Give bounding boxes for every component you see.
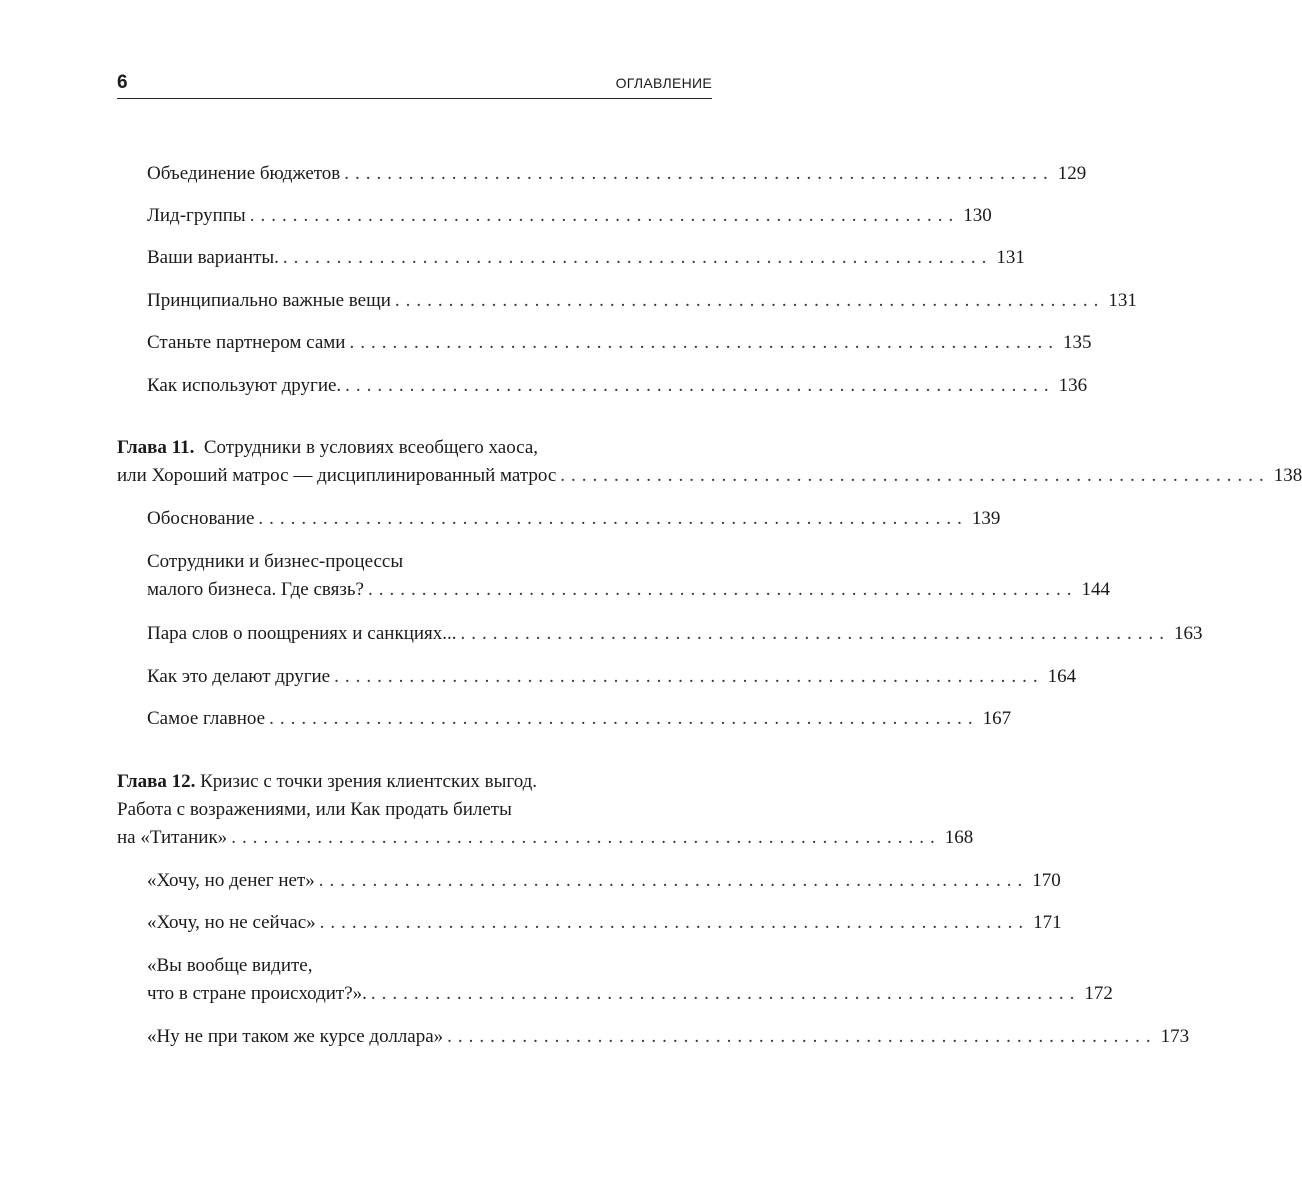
table-of-contents [117, 160, 1302, 1051]
toc-entry [117, 160, 1087, 188]
toc-entry [117, 244, 1025, 272]
toc-entry-title: Пара слов о поощрениях и санкциях... [147, 623, 457, 644]
leader-dots: .................................................................. [334, 666, 1044, 687]
leader-dots: .................................................................. [318, 870, 1029, 891]
toc-entry [117, 620, 1203, 648]
toc-entry-page: 131 [1108, 290, 1137, 311]
toc-entry [117, 287, 1137, 315]
toc-entry-title: Ваши варианты. [147, 247, 279, 268]
toc-entry [117, 372, 1088, 400]
leader-dots: .................................................................. [344, 163, 1054, 184]
toc-entry-page: 170 [1032, 870, 1061, 891]
leader-dots: .................................................................. [447, 1026, 1157, 1047]
toc-entry-title: Самое главное [147, 708, 266, 729]
toc-entry-page: 171 [1033, 912, 1062, 933]
leader-dots: .................................................................. [370, 983, 1081, 1004]
chapter-label: Глава 11. [117, 437, 195, 458]
toc-entry-page: 168 [944, 827, 974, 848]
toc-chapter [117, 434, 1302, 490]
chapter-title-line: или Хороший матрос — дисциплинированный матрос [117, 465, 557, 486]
leader-dots: .................................................................. [349, 332, 1059, 353]
toc-entry [117, 329, 1092, 357]
toc-entry-page: 138 [1273, 465, 1302, 486]
leader-dots: .................................................................. [282, 247, 993, 268]
leader-dots: .................................................................. [345, 375, 1055, 396]
toc-entry-page: 136 [1058, 375, 1088, 396]
toc-entry-title: что в стране происходит?». [147, 983, 367, 1004]
page-number: 6 [117, 72, 128, 93]
chapter-title-line: Сотрудники в условиях всеобщего хаоса, [203, 437, 539, 458]
toc-entry-page: 144 [1081, 579, 1110, 600]
toc-entry-title: «Хочу, но не сейчас» [147, 912, 316, 933]
toc-entry [117, 505, 1001, 533]
toc-entry [117, 663, 1077, 691]
toc-entry [117, 1023, 1190, 1051]
toc-entry [117, 705, 1012, 733]
leader-dots: .................................................................. [231, 827, 941, 848]
toc-entry-page: 129 [1057, 163, 1087, 184]
toc-entry-title: Станьте партнером сами [147, 332, 346, 353]
toc-chapter [117, 768, 974, 852]
leader-dots: .................................................................. [560, 465, 1270, 486]
toc-entry [117, 867, 1061, 895]
toc-entry [117, 548, 1110, 604]
chapter-title-line: Работа с возражениями, или Как продать билеты [117, 799, 512, 820]
toc-entry-page: 130 [963, 205, 992, 226]
chapter-title-line: на «Титаник» [117, 827, 228, 848]
toc-entry-title: Сотрудники и бизнес-процессы [147, 551, 404, 572]
leader-dots: .................................................................. [460, 623, 1171, 644]
toc-entry-title: малого бизнеса. Где связь? [147, 579, 364, 600]
chapter-title-line: Кризис с точки зрения клиентских выгод. [200, 771, 538, 792]
leader-dots: .................................................................. [249, 205, 960, 226]
toc-entry-page: 164 [1047, 666, 1077, 687]
toc-entry-page: 139 [971, 508, 1001, 529]
toc-entry [117, 202, 992, 230]
toc-entry-title: Принципиально важные вещи [147, 290, 391, 311]
toc-entry [117, 952, 1113, 1008]
toc-entry [117, 909, 1062, 937]
leader-dots: .................................................................. [258, 508, 968, 529]
toc-entry-title: «Хочу, но денег нет» [147, 870, 315, 891]
leader-dots: .................................................................. [367, 579, 1078, 600]
toc-entry-title: Объединение бюджетов [147, 163, 341, 184]
toc-entry-title: Как это делают другие [147, 666, 331, 687]
toc-entry-title: Обоснование [147, 508, 255, 529]
leader-dots: .................................................................. [269, 708, 979, 729]
running-head: ОГЛАВЛЕНИЕ [615, 75, 712, 91]
toc-entry-page: 173 [1160, 1026, 1190, 1047]
toc-entry-page: 167 [982, 708, 1012, 729]
toc-entry-page: 135 [1062, 332, 1092, 353]
toc-entry-page: 131 [996, 247, 1025, 268]
chapter-label: Глава 12. [117, 771, 196, 792]
toc-entry-title: Лид-группы [147, 205, 246, 226]
leader-dots: .................................................................. [319, 912, 1030, 933]
leader-dots: .................................................................. [394, 290, 1105, 311]
toc-entry-page: 163 [1174, 623, 1203, 644]
toc-entry-page: 172 [1084, 983, 1113, 1004]
toc-entry-title: Как используют другие. [147, 375, 342, 396]
page-header [117, 70, 712, 99]
toc-entry-title: «Вы вообще видите, [147, 955, 313, 976]
toc-entry-title: «Ну не при таком же курсе доллара» [147, 1026, 444, 1047]
